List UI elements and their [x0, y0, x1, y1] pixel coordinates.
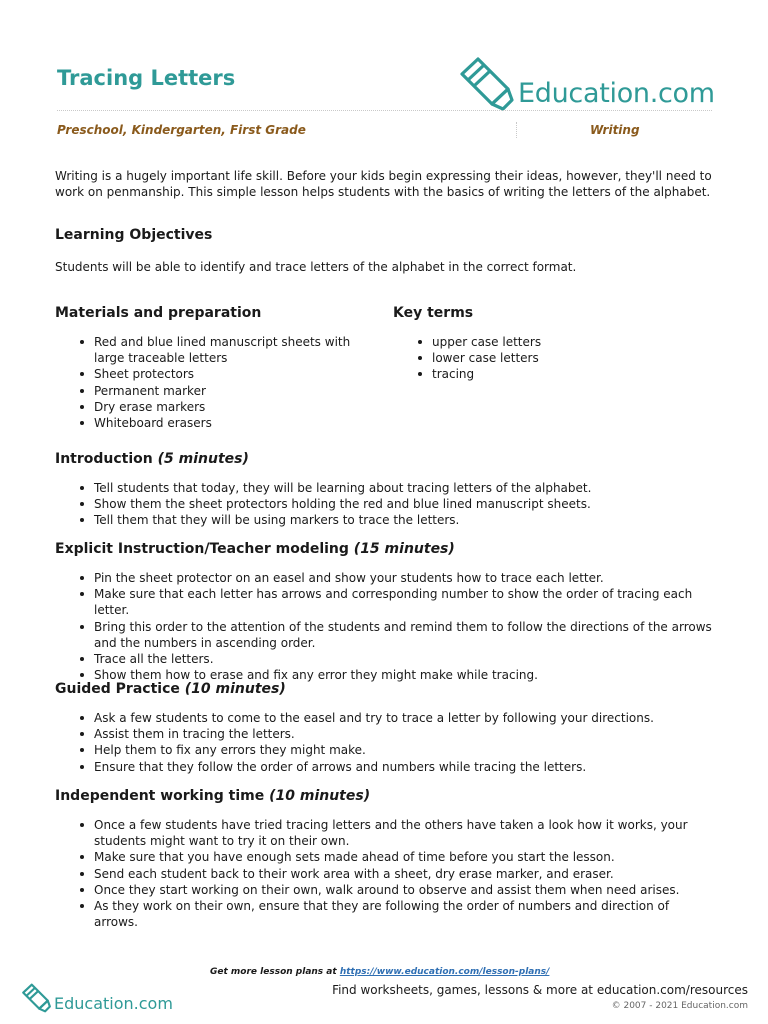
footer-resources-text: Find worksheets, games, lessons & more at education.com/resources: [332, 983, 748, 997]
section-duration: (10 minutes): [269, 788, 371, 804]
section-duration: (15 minutes): [353, 541, 455, 557]
guided-practice-list: [80, 710, 725, 775]
section-title: Explicit Instruction/Teacher modeling: [55, 541, 349, 557]
header-divider: [57, 110, 712, 111]
footer-copyright: © 2007 - 2021 Education.com: [611, 1001, 748, 1011]
footer-logo-text: Education.com: [54, 994, 173, 1013]
guided-practice-heading: [55, 681, 286, 697]
intro-paragraph: Writing is a hugely important life skill. Before your kids begin expressing their ideas, however, they'll need to work on penmanship. This simple lesson helps students with the basics of writing the letters of the alphabet.: [55, 169, 712, 199]
list-item: Dry erase markers: [80, 399, 360, 415]
pencil-logo-icon: [456, 56, 516, 112]
list-item: Once a few students have tried tracing letters and the others have taken a look how it works, your students might want to try it on their own.: [80, 817, 710, 849]
list-item: Make sure that you have enough sets made ahead of time before you start the lesson.: [80, 849, 710, 865]
footer-logo[interactable]: [20, 980, 173, 1016]
list-item: Whiteboard erasers: [80, 415, 360, 431]
pencil-logo-icon: [20, 982, 52, 1014]
list-item: As they work on their own, ensure that they are following the order of numbers and direction of arrows.: [80, 898, 710, 930]
list-item: Send each student back to their work area with a sheet, dry erase marker, and eraser.: [80, 866, 710, 882]
list-item: Pin the sheet protector on an easel and show your students how to trace each letter.: [80, 570, 725, 586]
key-terms-heading: Key terms: [393, 305, 474, 321]
list-item: Assist them in tracing the letters.: [80, 726, 725, 742]
introduction-list: [80, 480, 730, 529]
education-logo[interactable]: [456, 56, 716, 112]
materials-heading: Materials and preparation: [55, 305, 262, 321]
list-item: Tell students that today, they will be learning about tracing letters of the alphabet.: [80, 480, 730, 496]
list-item: Red and blue lined manuscript sheets with large traceable letters: [80, 334, 360, 366]
footer-more-lessons: [210, 967, 549, 977]
footer-more-label: Get more lesson plans at: [210, 967, 337, 977]
independent-heading: [55, 788, 370, 804]
section-title: Independent working time: [55, 788, 265, 804]
list-item: Sheet protectors: [80, 366, 360, 382]
explicit-instruction-list: [80, 570, 725, 683]
logo-text: Education.com: [518, 78, 715, 109]
objectives-heading: Learning Objectives: [55, 227, 213, 243]
header-separator: [516, 122, 517, 138]
list-item: Trace all the letters.: [80, 651, 725, 667]
explicit-instruction-heading: [55, 541, 455, 557]
list-item: upper case letters: [418, 334, 698, 350]
section-duration: (5 minutes): [157, 451, 249, 467]
list-item: Once they start working on their own, walk around to observe and assist them when need arises.: [80, 882, 710, 898]
list-item: lower case letters: [418, 350, 698, 366]
section-duration: (10 minutes): [184, 681, 286, 697]
list-item: tracing: [418, 366, 698, 382]
list-item: Show them how to erase and fix any error they might make while tracing.: [80, 667, 725, 683]
objectives-text: Students will be able to identify and trace letters of the alphabet in the correct format.: [55, 260, 577, 274]
introduction-heading: [55, 451, 249, 467]
subject-label: Writing: [590, 123, 640, 137]
grade-levels: Preschool, Kindergarten, First Grade: [57, 123, 306, 137]
list-item: Ensure that they follow the order of arrows and numbers while tracing the letters.: [80, 759, 725, 775]
independent-list: [80, 817, 710, 930]
list-item: Permanent marker: [80, 383, 360, 399]
list-item: Bring this order to the attention of the students and remind them to follow the directions of the arrows and the numbers in ascending order.: [80, 619, 725, 651]
list-item: Show them the sheet protectors holding the red and blue lined manuscript sheets.: [80, 496, 730, 512]
materials-list: [80, 334, 360, 431]
list-item: Help them to fix any errors they might make.: [80, 742, 725, 758]
list-item: Make sure that each letter has arrows and corresponding number to show the order of tracing each letter.: [80, 586, 725, 618]
section-title: Introduction: [55, 451, 153, 467]
page-title: Tracing Letters: [57, 66, 236, 90]
list-item: Tell them that they will be using markers to trace the letters.: [80, 512, 730, 528]
section-title: Guided Practice: [55, 681, 180, 697]
key-terms-list: [418, 334, 698, 383]
lesson-plans-link[interactable]: https://www.education.com/lesson-plans/: [339, 967, 550, 977]
list-item: Ask a few students to come to the easel and try to trace a letter by following your directions.: [80, 710, 725, 726]
